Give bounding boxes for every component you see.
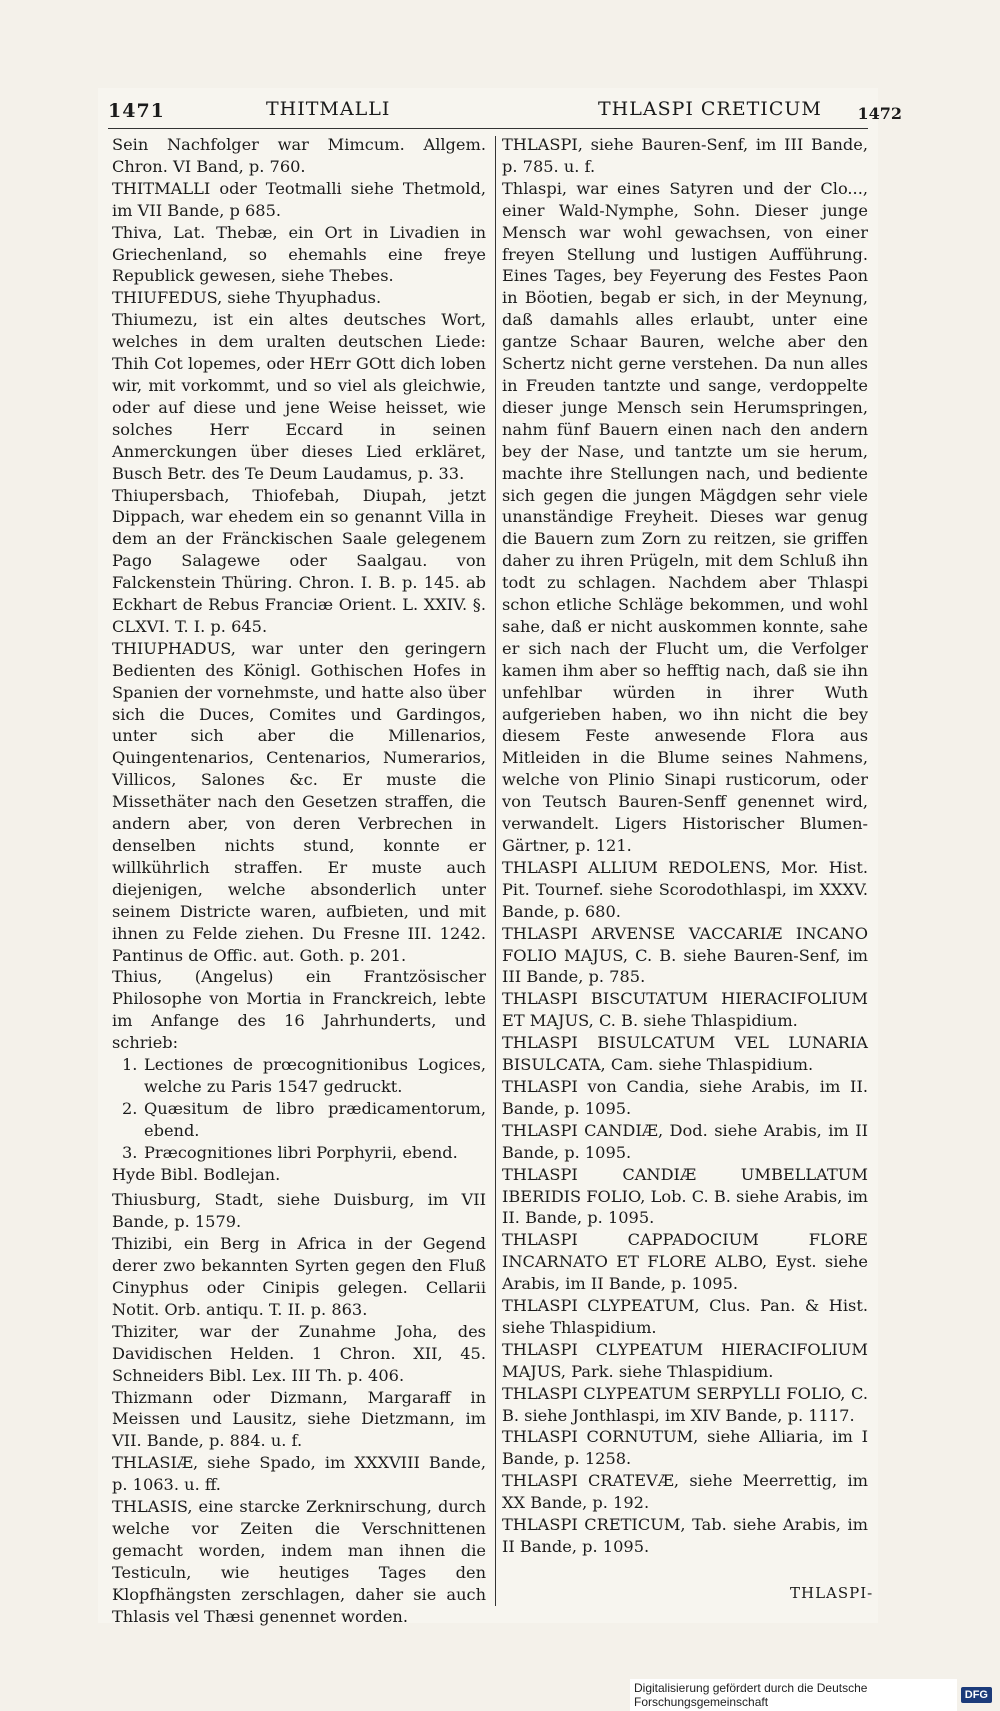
running-title-left: THITMALLI	[266, 98, 391, 120]
left-column	[112, 134, 486, 1628]
entry-left-tail-5: THLASIS, eine starcke Zerknirschung, durch welche vor Zeiten die Verschnittenen gemacht worden, indem man ihnen die Testiculn, wie heutiges Tages den Klopfhängsten zerschlagen, daher sie auch Thlasis vel Thæsi genennet worden.	[112, 1497, 486, 1626]
entry-left-tail-0: Thiusburg, Stadt, siehe Duisburg, im VII Bande, p. 1579.	[112, 1190, 486, 1232]
entry-right-9: THLASPI CAPPADOCIUM FLORE INCARNATO ET FLORE ALBO, Eyst. siehe Arabis, im II Bande, p. 1095.	[502, 1230, 868, 1294]
thius-item-number: 2.	[122, 1098, 138, 1118]
entry-right-5: THLASPI BISULCATUM VEL LUNARIA BISULCATA, Cam. siehe Thlaspidium.	[502, 1033, 868, 1075]
column-divider	[495, 136, 496, 1606]
thius-item	[112, 1098, 486, 1142]
entry-right-7: THLASPI CANDIÆ, Dod. siehe Arabis, im II Bande, p. 1095.	[502, 1120, 868, 1162]
entry-left-4: Thiumezu, ist ein altes deutsches Wort, welches in dem uralten deutschen Liede: Thih Cot lopemes, oder HErr GOtt dich loben wir, mit vorkommt, und so viel als gleichwie, oder auf diese und jene Weise heisset, wie solches Herr Eccard in seinen Anmerckungen über dieses Lied erkläret, Busch Betr. des Te Deum Laudamus, p. 33.	[112, 310, 486, 483]
entry-right-3: THLASPI ARVENSE VACCARIÆ INCANO FOLIO MAJUS, C. B. siehe Bauren-Senf, im III Bande, p. 785.	[502, 923, 868, 987]
entry-left-tail-2: Thiziter, war der Zunahme Joha, des Davidischen Helden. 1 Chron. XII, 45. Schneiders Bibl. Lex. III Th. p. 406.	[112, 1321, 486, 1385]
entry-right-8: THLASPI CANDIÆ UMBELLATUM IBERIDIS FOLIO, Lob. C. B. siehe Arabis, im II. Bande, p. 1095.	[502, 1164, 868, 1228]
entry-right-15: THLASPI CRETICUM, Tab. siehe Arabis, im II Bande, p. 1095.	[502, 1515, 868, 1556]
dfg-logo: DFG	[961, 1687, 992, 1703]
running-title-right: THLASPI CRETICUM	[598, 98, 822, 120]
thius-item	[112, 1142, 486, 1164]
digitization-footer	[630, 1683, 992, 1707]
entry-left-0: Sein Nachfolger war Mimcum. Allgem. Chron. VI Band, p. 760.	[112, 135, 486, 176]
entry-right-0: THLASPI, siehe Bauren-Senf, im III Bande, p. 785. u. f.	[502, 135, 868, 176]
right-column	[502, 134, 868, 1558]
entry-left-3: THIUFEDUS, siehe Thyuphadus.	[112, 288, 382, 308]
entry-left-5: Thiupersbach, Thiofebah, Diupah, jetzt Dippach, war ehedem ein so genannt Villa in dem an der Fränckischen Saale gelegenem Pago Salagewe oder Saalgau. von Falckenstein Thüring. Chron. I. B. p. 145. ab Eckhart de Rebus Franciæ Orient. L. XXIV. §. CLXVI. T. I. p. 645.	[112, 485, 486, 636]
header-rule	[108, 128, 868, 129]
thius-item-text: Lectiones de prœcognitionibus Logices, welche zu Paris 1547 gedruckt.	[144, 1055, 486, 1096]
entry-left-tail-1: Thizibi, ein Berg in Africa in der Gegend derer zwo bekannten Syrten gegen den Fluß Cinyphus oder Cinipis gelegen. Cellarii Notit. Orb. antiqu. T. II. p. 863.	[112, 1234, 486, 1319]
entry-right-13: THLASPI CORNUTUM, siehe Alliaria, im I Bande, p. 1258.	[502, 1427, 868, 1469]
thius-item-text: Quæsitum de libro prædicamentorum, ebend.	[144, 1098, 486, 1140]
entry-left-tail-3: Thizmann oder Dizmann, Margaraff in Meissen und Lausitz, siehe Dietzmann, im VII. Bande, p. 884. u. f.	[112, 1387, 486, 1451]
entry-right-10: THLASPI CLYPEATUM, Clus. Pan. & Hist. siehe Thlaspidium.	[502, 1296, 868, 1337]
thius-item-text: Præcognitiones libri Porphyrii, ebend.	[144, 1142, 458, 1162]
page-number-left: 1471	[108, 100, 165, 122]
entry-left-6: THIUPHADUS, war unter den geringern Bedienten des Königl. Gothischen Hofes in Spanien der vornehmste, und hatte also über sich die Duces, Comites und Gardingos, unter sich aber die Millenarios, Quingentenarios, Centenarios, Numerarios, Villicos, Salones &c. Er muste die Missethäter nach den Gesetzen straffen, die andern aber, von deren Verbrechen in denselben nichts stund, konnte er willkührlich straffen. Er muste auch diejenigen, welche absonderlich unter seinem Districte waren, aufbieten, und mit ihnen zu Felde ziehen. Du Fresne III. 1242. Pantinus de Offic. aut. Goth. p. 201.	[112, 638, 486, 965]
thius-item-number: 1.	[122, 1055, 138, 1075]
entry-thius	[112, 966, 486, 1185]
thius-source: Hyde Bibl. Bodlejan.	[112, 1164, 281, 1184]
entry-left-tail-4: THLASIÆ, siehe Spado, im XXXVIII Bande, p. 1063. u. ff.	[112, 1453, 486, 1495]
entry-right-6: THLASPI von Candia, siehe Arabis, im II. Bande, p. 1095.	[502, 1076, 868, 1118]
thius-text: Thius, (Angelus) ein Frantzösischer Philosophe von Mortia in Franckreich, lebte im Anfange des 16 Jahrhunderts, und schrieb:	[112, 967, 486, 1053]
entry-right-14: THLASPI CRATEVÆ, siehe Meerrettig, im XX Bande, p. 192.	[502, 1471, 868, 1513]
footer-credit-text: Digitalisierung gefördert durch die Deutsche Forschungsgemeinschaft	[630, 1679, 957, 1711]
thius-item-number: 3.	[122, 1142, 138, 1162]
page-header	[108, 98, 902, 132]
thius-item	[112, 1054, 486, 1098]
entry-left-2: Thiva, Lat. Thebæ, ein Ort in Livadien in Griechenland, so ehemahls eine freye Republick gewesen, siehe Thebes.	[112, 222, 486, 286]
entry-right-1: Thlaspi, war eines Satyren und der Clo..., einer Wald-Nymphe, Sohn. Dieser junge Mensch war wohl gewachsen, von einer freyen Stellung und lustigen Aufführung. Eines Tages, bey Feyerung des Festes Paon in Böotien, begab er sich, in der Meynung, daß damahls alles erlaubt, unter eine gantze Schaar Bauren, welche aber den Schertz nicht gerne verstehen. Da nun alles in Freuden tantzte und sange, verdoppelte dieser junge Mensch sein Herumspringen, nahm fünf Bauern einen nach den andern bey der Nase, und tantzte um sie herum, machte ihre Stellungen nach, und bediente sich gegen die jungen Mägdgen sehr viele unanständige Freyheit. Dieses war genug die Bauern zum Zorn zu reitzen, sie griffen daher zu ihren Prügeln, mit dem Schluß ihn todt zu schlagen. Nachdem aber Thlaspi schon etliche Schläge bekommen, und wohl sahe, daß er nicht auskommen konnte, sahe er sich nach der Flucht um, die Verfolger kamen ihm aber so hefftig nach, daß sie ihn unfehlbar würden in ihrer Wuth aufgerieben haben, wo ihn nicht die bey diesem Feste anwesende Flora aus Mitleiden in die Blume seines Nahmens, welche von Plinio Sinapi rusticorum, oder von Teutsch Bauren-Senff genennet wird, verwandelt. Ligers Historischer Blumen-Gärtner, p. 121.	[502, 178, 868, 855]
entry-left-1: THITMALLI oder Teotmalli siehe Thetmold, im VII Bande, p 685.	[112, 178, 486, 220]
page-number-right: 1472	[857, 104, 902, 123]
entry-right-11: THLASPI CLYPEATUM HIERACIFOLIUM MAJUS, Park. siehe Thlaspidium.	[502, 1339, 868, 1381]
catchword: THLASPI-	[790, 1584, 874, 1602]
entry-right-2: THLASPI ALLIUM REDOLENS, Mor. Hist. Pit. Tournef. siehe Scorodothlaspi, im XXXV. Bande, p. 680.	[502, 857, 868, 921]
entry-right-4: THLASPI BISCUTATUM HIERACIFOLIUM ET MAJUS, C. B. siehe Thlaspidium.	[502, 989, 868, 1031]
entry-right-12: THLASPI CLYPEATUM SERPYLLI FOLIO, C. B. siehe Jonthlaspi, im XIV Bande, p. 1117.	[502, 1383, 868, 1425]
